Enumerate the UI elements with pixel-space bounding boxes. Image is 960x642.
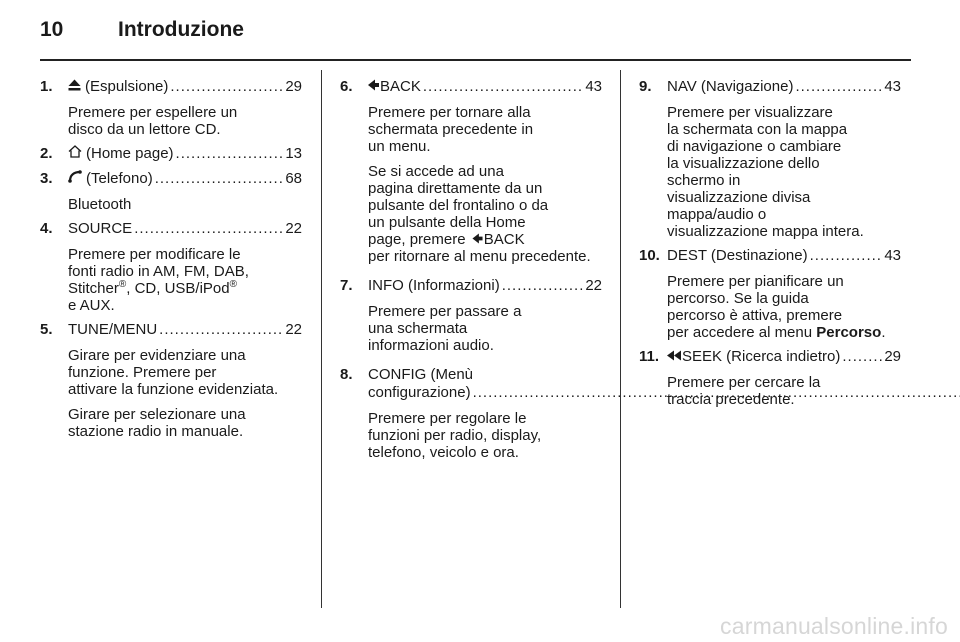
entry-label: (Home page) — [86, 145, 174, 162]
watermark: carmanualsonline.info — [720, 613, 948, 639]
text-line: funzione. Premere per — [68, 364, 217, 381]
header-rule — [40, 59, 911, 61]
entry-number: 6. — [340, 78, 353, 95]
text-line: la visualizzazione dello — [667, 155, 820, 172]
entry-description — [639, 374, 901, 408]
page-ref: 29 — [285, 78, 302, 95]
page-ref: 43 — [585, 78, 602, 95]
text-line: visualizzazione divisa — [667, 189, 811, 206]
text-line: Premere per espellere un — [68, 104, 238, 121]
entry-3 — [40, 170, 302, 213]
entry-number: 2. — [40, 145, 53, 162]
entry-label: configurazione) — [368, 384, 471, 401]
text-line: Premere per modificare le — [68, 246, 241, 263]
text-line: Premere per visualizzare — [667, 104, 833, 121]
entry-6 — [340, 78, 602, 265]
text-line: Girare per selezionare una — [68, 406, 246, 423]
page-ref: 68 — [285, 170, 302, 187]
text-line: Premere per tornare alla — [368, 104, 531, 121]
entry-description — [40, 347, 302, 398]
entry-1 — [40, 78, 302, 138]
page-ref: 43 — [884, 78, 901, 95]
entry-label: NAV (Navigazione) — [667, 78, 794, 95]
back-arrow-icon — [472, 231, 483, 248]
column-2 — [340, 78, 602, 461]
column-divider — [620, 70, 621, 608]
entry-description — [40, 246, 302, 314]
text-line: pulsante del frontalino o da — [368, 197, 549, 214]
eject-icon — [68, 78, 81, 96]
entry-label: SEEK (Ricerca indietro) — [682, 348, 841, 365]
menu-name: Percorso — [816, 324, 882, 341]
text-line: stazione radio in manuale. — [68, 423, 244, 440]
back-arrow-icon — [368, 78, 379, 96]
entry-number: 1. — [40, 78, 53, 95]
entry-label: SOURCE — [68, 220, 133, 237]
text-line: percorso è attiva, premere — [667, 307, 843, 324]
text-line: Girare per evidenziare una — [68, 347, 246, 364]
text-line: telefono, veicolo e ora. — [368, 444, 519, 461]
text-line: schermo in — [667, 172, 741, 189]
entry-description — [340, 163, 602, 265]
page-ref: 13 — [285, 145, 302, 162]
page-ref: 22 — [585, 277, 602, 294]
entry-description — [639, 104, 901, 240]
entry-number: 11. — [639, 348, 660, 365]
text-line: per ritornare al menu precedente. — [368, 248, 591, 265]
phone-icon — [68, 170, 82, 188]
text-line: funzioni per radio, display, — [368, 427, 542, 444]
page-number: 10 — [40, 18, 64, 41]
column-divider — [321, 70, 322, 608]
entry-11 — [639, 348, 901, 408]
entry-number: 5. — [40, 321, 53, 338]
page-header — [40, 18, 244, 48]
page-title: Introduzione — [118, 18, 244, 41]
text-line: Premere per passare a — [368, 303, 522, 320]
text-line: pagina direttamente da un — [368, 180, 543, 197]
entry-label: (Telefono) — [86, 170, 153, 187]
text-line: percorso. Se la guida — [667, 290, 809, 307]
page-ref: 22 — [285, 220, 302, 237]
text-line: fonti radio in AM, FM, DAB, — [68, 263, 249, 280]
entry-number: 3. — [40, 170, 53, 187]
home-icon — [68, 145, 82, 163]
column-3 — [639, 78, 901, 408]
text-line: Premere per cercare la — [667, 374, 821, 391]
text-line: una schermata — [368, 320, 468, 337]
text-line: traccia precedente. — [667, 391, 795, 408]
text-line: informazioni audio. — [368, 337, 494, 354]
seek-back-icon — [667, 348, 681, 366]
entry-4 — [40, 220, 302, 314]
entry-10 — [639, 247, 901, 341]
page-ref: 43 — [884, 247, 901, 264]
entry-7 — [340, 277, 602, 354]
entry-number: 8. — [340, 366, 353, 383]
entry-description — [40, 406, 302, 440]
text-line: la schermata con la mappa — [667, 121, 848, 138]
text-line: mappa/audio o — [667, 206, 767, 223]
text-line: schermata precedente in — [368, 121, 534, 138]
text-line: un pulsante della Home — [368, 214, 526, 231]
text-line: Se si accede ad una — [368, 163, 504, 180]
entry-label: DEST (Destinazione) — [667, 247, 808, 264]
column-1 — [40, 78, 302, 440]
entry-5 — [40, 321, 302, 440]
entry-number: 9. — [639, 78, 652, 95]
entry-label: BACK — [380, 78, 421, 95]
text-line: Stitcher®, CD, USB/iPod® — [68, 279, 237, 297]
text-line: Premere per regolare le — [368, 410, 527, 427]
text-line: Premere per pianificare un — [667, 273, 844, 290]
entry-label: TUNE/MENU — [68, 321, 158, 338]
text-line: di navigazione o cambiare — [667, 138, 842, 155]
text-line: e AUX. — [68, 297, 115, 314]
entry-number: 4. — [40, 220, 53, 237]
text-line: page, premere BACK — [368, 231, 525, 248]
text-line: Bluetooth — [68, 196, 132, 213]
text-line: attivare la funzione evidenziata. — [68, 381, 279, 398]
entry-label: CONFIG (Menù — [368, 366, 474, 383]
entry-description — [639, 273, 901, 341]
entry-label: INFO (Informazioni) — [368, 277, 500, 294]
entry-number: 10. — [639, 247, 660, 264]
text-line: per accedere al menu Percorso. — [667, 324, 886, 341]
entry-2 — [40, 145, 302, 163]
entry-label: (Espulsione) — [85, 78, 169, 95]
entry-9 — [639, 78, 901, 240]
entry-8 — [340, 366, 602, 461]
entry-description — [340, 410, 602, 461]
entry-description — [340, 303, 602, 354]
text-line: visualizzazione mappa intera. — [667, 223, 864, 240]
entry-description — [340, 104, 602, 155]
entry-description — [40, 104, 302, 138]
page-ref: 22 — [285, 321, 302, 338]
text-line: disco da un lettore CD. — [68, 121, 221, 138]
page-ref: 29 — [884, 348, 901, 365]
entry-description — [40, 196, 302, 213]
text-line: un menu. — [368, 138, 431, 155]
entry-number: 7. — [340, 277, 353, 294]
